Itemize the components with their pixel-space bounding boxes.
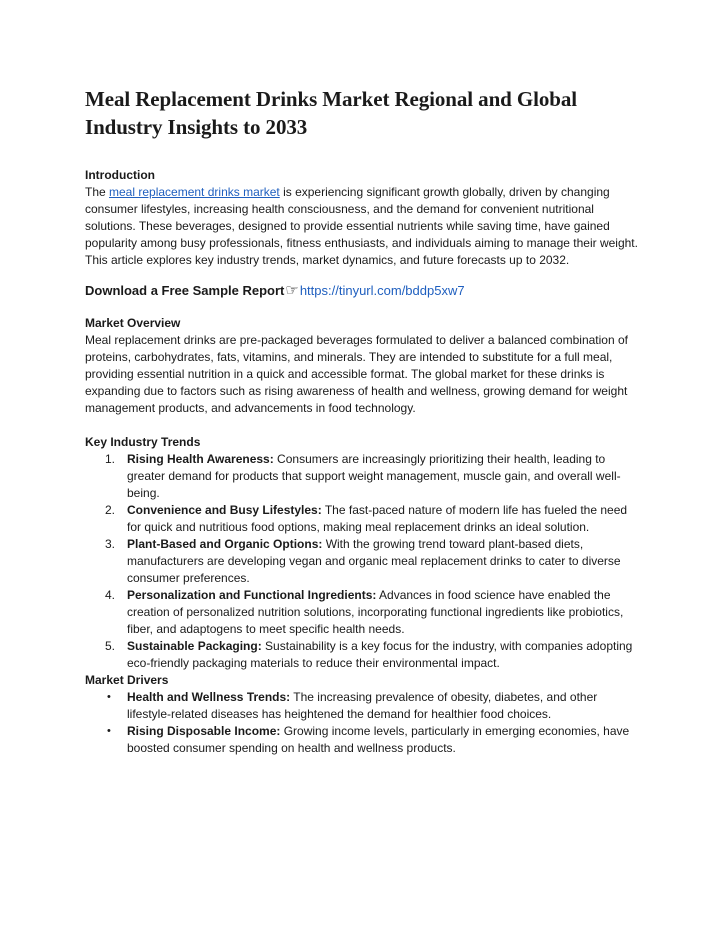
list-item-title: Rising Health Awareness: <box>127 452 274 466</box>
list-item <box>85 587 640 638</box>
list-item-text: The increasing prevalence of obesity, diabetes, and other lifestyle-related diseases has heightened the demand for healthier food choices. <box>127 690 598 721</box>
document-title: Meal Replacement Drinks Market Regional and Global Industry Insights to 2033 <box>85 87 577 139</box>
list-item-text: Consumers are increasingly prioritizing their health, leading to greater demand for products that support weight management, muscle gain, and overall well-being. <box>127 452 621 500</box>
market-overview-heading: Market Overview <box>85 316 181 330</box>
key-trends-section <box>85 434 640 672</box>
download-label: Download a Free Sample Report <box>85 283 285 298</box>
list-item <box>85 536 640 587</box>
list-number: 1. <box>105 452 116 466</box>
list-item-text: The fast-paced nature of modern life has fueled the need for quick and nutritious food options, making meal replacement drinks an ideal solution. <box>127 503 628 534</box>
list-number: 5. <box>105 639 116 653</box>
introduction-paragraph <box>85 184 640 269</box>
market-overview-section <box>85 315 640 417</box>
introduction-heading: Introduction <box>85 168 155 182</box>
list-number: 2. <box>105 503 116 517</box>
list-item <box>85 638 640 672</box>
list-item <box>85 689 640 723</box>
download-url-link[interactable]: https://tinyurl.com/bddp5xw7 <box>299 283 465 298</box>
market-drivers-list <box>85 689 640 757</box>
list-item-text: With the growing trend toward plant-based diets, manufacturers are developing vegan and organic meal replacement drinks to cater to diverse consumer preferences. <box>127 537 621 585</box>
market-drivers-section <box>85 672 640 757</box>
market-drivers-heading: Market Drivers <box>85 673 169 687</box>
download-line <box>85 282 640 300</box>
list-item-text: Advances in food science have enabled the creation of personalized nutrition solutions, incorporating functional ingredients like probiotics, fiber, and adaptogens to meet specific health needs. <box>127 588 624 636</box>
list-item <box>85 451 640 502</box>
market-link[interactable]: meal replacement drinks market <box>109 185 280 199</box>
document-page <box>85 85 640 757</box>
list-item-text: Sustainability is a key focus for the industry, with companies adopting eco-friendly packaging materials to reduce their environmental impact. <box>127 639 633 670</box>
list-item <box>85 502 640 536</box>
key-trends-list <box>85 451 640 672</box>
market-overview-paragraph: Meal replacement drinks are pre-packaged beverages formulated to deliver a balanced combination of proteins, carbohydrates, fats, vitamins, and minerals. They are intended to substitute for a full meal, providing essential nutrition in a quick and accessible format. The global market for these drinks is expanding due to factors such as rising awareness of health and wellness, growing demand for weight management products, and advancements in food technology. <box>85 333 628 415</box>
list-item-title: Sustainable Packaging: <box>127 639 262 653</box>
list-item-title: Personalization and Functional Ingredients: <box>127 588 377 602</box>
introduction-lead: The <box>85 185 110 199</box>
list-number: 3. <box>105 537 116 551</box>
list-number: 4. <box>105 588 116 602</box>
key-trends-heading: Key Industry Trends <box>85 435 201 449</box>
list-item-text: Growing income levels, particularly in emerging economies, have boosted consumer spending on health and wellness products. <box>127 724 630 755</box>
list-item-title: Health and Wellness Trends: <box>127 690 291 704</box>
list-item-title: Plant-Based and Organic Options: <box>127 537 323 551</box>
introduction-body: is experiencing significant growth globally, driven by changing consumer lifestyles, increasing health consciousness, and the demand for convenient nutritional solutions. These beverages, designed to provide essential nutrients while saving time, have gained popularity among busy professionals, fitness enthusiasts, and individuals aiming to manage their weight. This article explores key industry trends, market dynamics, and future forecasts up to 2032. <box>85 185 638 267</box>
bullet-icon: • <box>107 725 111 737</box>
pointing-hand-icon: ☞ <box>285 282 299 299</box>
list-item-title: Convenience and Busy Lifestyles: <box>127 503 322 517</box>
list-item <box>85 723 640 757</box>
introduction-section <box>85 167 640 269</box>
bullet-icon: • <box>107 691 111 703</box>
list-item-title: Rising Disposable Income: <box>127 724 281 738</box>
